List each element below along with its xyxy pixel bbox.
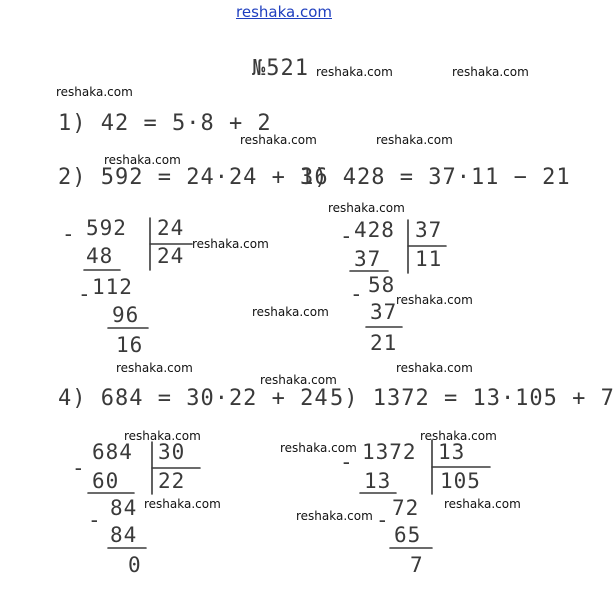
equation-3: 3) 428 = 37·11 − 21 (300, 165, 571, 190)
subtrahend-2: 84 (110, 523, 138, 547)
subtrahend-1: 60 (92, 469, 120, 493)
minus-sign: - (350, 282, 364, 306)
quotient: 105 (440, 469, 481, 493)
remainder-final: 7 (410, 553, 424, 577)
dividend: 428 (354, 218, 395, 242)
remainder-final: 21 (370, 331, 398, 355)
watermark: reshaka.com (260, 373, 337, 387)
dividend: 592 (86, 216, 127, 240)
minus-sign: - (376, 508, 390, 532)
watermark: reshaka.com (444, 497, 521, 511)
equation-1: 1) 42 = 5·8 + 2 (58, 111, 272, 136)
subtrahend-2: 96 (112, 303, 140, 327)
minus-sign: - (62, 222, 76, 246)
remainder-1: 72 (392, 496, 420, 520)
quotient: 22 (158, 469, 186, 493)
minus-sign: - (340, 224, 354, 248)
remainder-final: 16 (116, 333, 144, 357)
equation-2: 2) 592 = 24·24 + 16 (58, 165, 329, 190)
minus-sign: - (72, 456, 86, 480)
quotient: 11 (415, 247, 443, 271)
minus-sign: - (340, 450, 354, 474)
watermark: reshaka.com (240, 133, 317, 147)
watermark: reshaka.com (452, 65, 529, 79)
watermark: reshaka.com (56, 85, 133, 99)
subtrahend-1: 13 (364, 469, 392, 493)
equation-4: 4) 684 = 30·22 + 24 (58, 386, 329, 411)
dividend: 1372 (362, 440, 417, 464)
watermark: reshaka.com (116, 361, 193, 375)
watermark: reshaka.com (252, 305, 329, 319)
minus-sign: - (88, 508, 102, 532)
remainder-1: 112 (92, 275, 133, 299)
watermark: reshaka.com (316, 65, 393, 79)
watermark: reshaka.com (104, 153, 181, 167)
subtrahend-2: 65 (394, 523, 422, 547)
watermark: reshaka.com (124, 429, 201, 443)
quotient: 24 (157, 244, 185, 268)
subtrahend-2: 37 (370, 300, 398, 324)
divisor: 13 (438, 440, 466, 464)
site-link[interactable]: reshaka.com (236, 3, 332, 21)
task-number: №521 (252, 56, 309, 81)
watermark: reshaka.com (396, 361, 473, 375)
watermark: reshaka.com (144, 497, 221, 511)
dividend: 684 (92, 440, 133, 464)
remainder-final: 0 (128, 553, 142, 577)
divisor: 24 (157, 216, 185, 240)
subtrahend-1: 48 (86, 244, 114, 268)
watermark: reshaka.com (280, 441, 357, 455)
equation-5: 5) 1372 = 13·105 + 7 (330, 386, 615, 411)
watermark: reshaka.com (420, 429, 497, 443)
remainder-1: 58 (368, 273, 396, 297)
remainder-1: 84 (110, 496, 138, 520)
minus-sign: - (78, 282, 92, 306)
watermark: reshaka.com (192, 237, 269, 251)
divisor: 37 (415, 218, 443, 242)
watermark: reshaka.com (328, 201, 405, 215)
subtrahend-1: 37 (354, 247, 382, 271)
watermark: reshaka.com (396, 293, 473, 307)
watermark: reshaka.com (296, 509, 373, 523)
divisor: 30 (158, 440, 186, 464)
watermark: reshaka.com (376, 133, 453, 147)
